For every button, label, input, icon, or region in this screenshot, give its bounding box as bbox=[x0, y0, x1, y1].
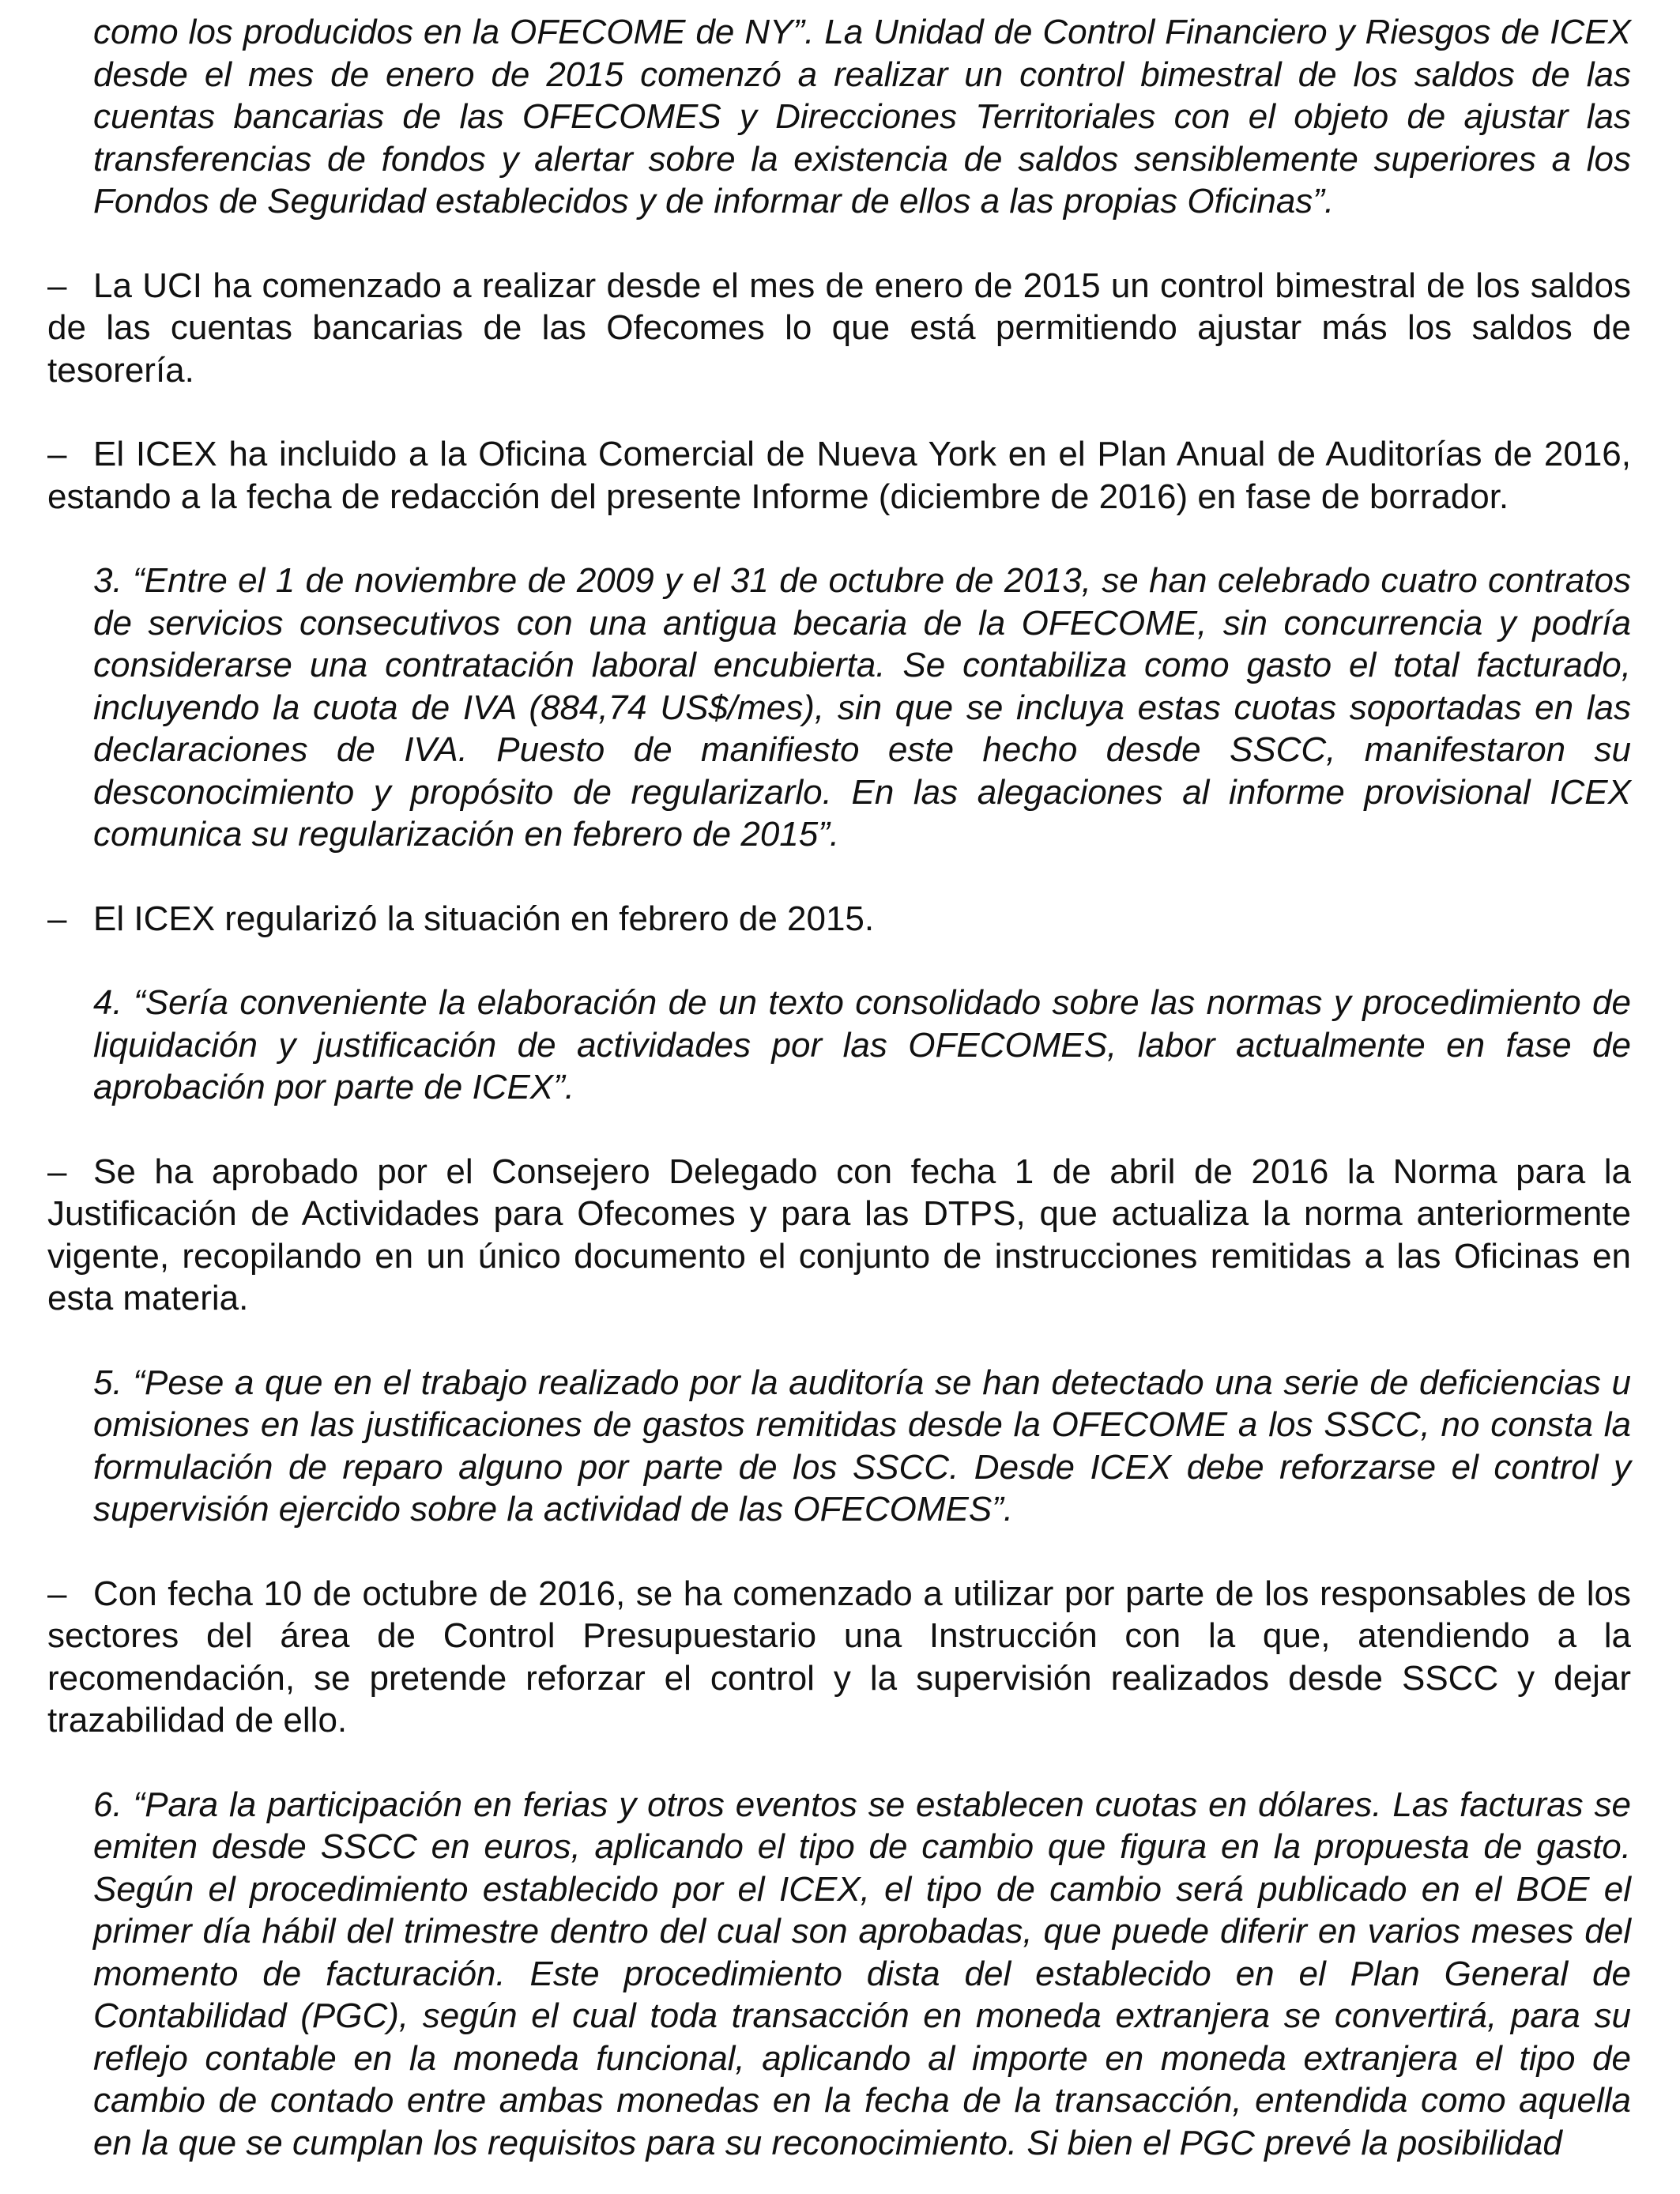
quote-paragraph-5: 5. “Pese a que en el trabajo realizado por la auditoría se han detectado una serie de deficiencias u omisiones en las justificaciones de gastos remitidas desde la OFECOME a los SSCC, no consta la formulación de reparo alguno por parte de los SSCC. Desde ICEX debe reforzarse el control y supervisión ejercido sobre la actividad de las OFECOMES”. bbox=[93, 1363, 1631, 1529]
dash-marker: – bbox=[47, 266, 67, 305]
bullet-text: Se ha aprobado por el Consejero Delegado con fecha 1 de abril de 2016 la Norma para la Justificación de Actividades para Ofecomes y para las DTPS, que actualiza la norma anteriormente vigente, recopilando en un único documento el conjunto de instrucciones remitidas a las Oficinas en esta materia. bbox=[47, 1152, 1631, 1318]
paragraph-gap bbox=[47, 1320, 1631, 1362]
paragraph-gap bbox=[47, 1531, 1631, 1573]
quote-paragraph-6: 6. “Para la participación en ferias y otros eventos se establecen cuotas en dólares. Las facturas se emiten desde SSCC en euros, aplicando el tipo de cambio que figura en la propuesta de gasto. Según el procedimiento establecido por el ICEX, el tipo de cambio será publicado en el BOE el primer día hábil del trimestre dentro del cual son aprobadas, que puede diferir en varios meses del momento de facturación. Este procedimiento dista del establecido en el Plan General de Contabilidad (PGC), según el cual toda transacción en moneda extranjera se convertirá, para su reflejo contable en la moneda funcional, aplicando al importe en moneda extranjera el tipo de cambio de contado entre ambas monedas en la fecha de la transacción, entendida como aquella en la que se cumplan los requisitos para su reconocimiento. Si bien el PGC prevé la posibilidad bbox=[93, 1785, 1631, 2162]
paragraph-gap bbox=[47, 1742, 1631, 1784]
paragraph-gap bbox=[47, 856, 1631, 898]
bullet-paragraph-uci bbox=[47, 265, 1631, 392]
paragraph-gap bbox=[47, 391, 1631, 433]
bullet-text: El ICEX regularizó la situación en febrero de 2015. bbox=[93, 899, 875, 938]
bullet-text: La UCI ha comenzado a realizar desde el mes de enero de 2015 un control bimestral de los saldos de las cuentas bancarias de las Ofecomes lo que está permitiendo ajustar más los saldos de tesorería. bbox=[47, 266, 1631, 390]
dash-marker: – bbox=[47, 1574, 67, 1613]
bullet-paragraph-instruccion bbox=[47, 1573, 1631, 1742]
paragraph-gap bbox=[47, 518, 1631, 560]
document-page bbox=[47, 11, 1631, 2164]
dash-marker: – bbox=[47, 899, 67, 938]
paragraph-gap bbox=[47, 223, 1631, 265]
bullet-paragraph-regularized bbox=[47, 898, 1631, 941]
quote-paragraph-4: 4. “Sería conveniente la elaboración de un texto consolidado sobre las normas y procedimiento de liquidación y justificación de actividades por las OFECOMES, labor actualmente en fase de aprobación por parte de ICEX”. bbox=[93, 983, 1631, 1106]
bullet-paragraph-audit-plan bbox=[47, 433, 1631, 518]
paragraph-gap bbox=[47, 940, 1631, 982]
bullet-text: El ICEX ha incluido a la Oficina Comercial de Nueva York en el Plan Anual de Auditorías de 2016, estando a la fecha de redacción del presente Informe (diciembre de 2016) en fase de borrador. bbox=[47, 435, 1631, 516]
quote-paragraph-ny: como los producidos en la OFECOME de NY”. La Unidad de Control Financiero y Riesgos de ICEX desde el mes de enero de 2015 comenzó a realizar un control bimestral de los saldos de las cuentas bancarias de las OFECOMES y Direcciones Territoriales con el objeto de ajustar las transferencias de fondos y alertar sobre la existencia de saldos sensiblemente superiores a los Fondos de Seguridad establecidos y de informar de ellos a las propias Oficinas”. bbox=[93, 13, 1631, 221]
dash-marker: – bbox=[47, 435, 67, 473]
bullet-paragraph-norma bbox=[47, 1151, 1631, 1320]
dash-marker: – bbox=[47, 1152, 67, 1191]
quote-paragraph-3: 3. “Entre el 1 de noviembre de 2009 y el 31 de octubre de 2013, se han celebrado cuatro contratos de servicios consecutivos con una antigua becaria de la OFECOME, sin concurrencia y podría considerarse una contratación laboral encubierta. Se contabiliza como gasto el total facturado, incluyendo la cuota de IVA (884,74 US$/mes), sin que se incluya estas cuotas soportadas en las declaraciones de IVA. Puesto de manifiesto este hecho desde SSCC, manifestaron su desconocimiento y propósito de regularizarlo. En las alegaciones al informe provisional ICEX comunica su regularización en febrero de 2015”. bbox=[93, 561, 1631, 854]
paragraph-gap bbox=[47, 1109, 1631, 1151]
bullet-text: Con fecha 10 de octubre de 2016, se ha comenzado a utilizar por parte de los responsables de los sectores del área de Control Presupuestario una Instrucción con la que, atendiendo a la recomendación, se pretende reforzar el control y la supervisión realizados desde SSCC y dejar trazabilidad de ello. bbox=[47, 1574, 1631, 1740]
